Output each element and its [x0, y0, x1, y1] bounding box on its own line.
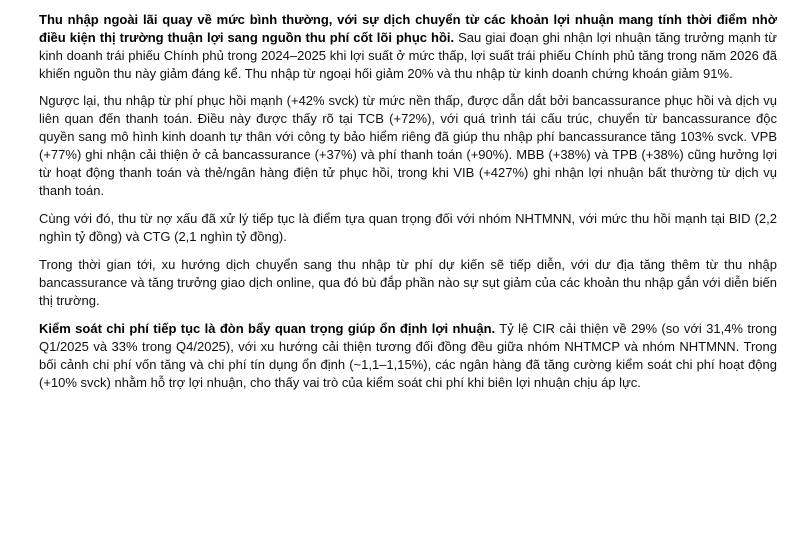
paragraph-text: Trong thời gian tới, xu hướng dịch chuyển sang thu nhập từ phí dự kiến sẽ tiếp diễn, với dư địa tăng thêm từ thu nhập bancassurance và tăng trưởng giao dịch online, qua đó bù đắp phần nào sự sụt giảm của các khoản thu nhập gắn với diễn biến thị trường.: [39, 257, 777, 308]
paragraph-heading: Kiểm soát chi phí tiếp tục là đòn bẩy quan trọng giúp ổn định lợi nhuận.: [39, 321, 496, 336]
paragraph-cost-control: [39, 320, 777, 392]
paragraph-non-interest-income: [39, 11, 777, 83]
paragraph-outlook: [39, 256, 777, 310]
paragraph-bad-debt-recovery: [39, 210, 777, 246]
paragraph-text: Ngược lại, thu nhập từ phí phục hồi mạnh (+42% svck) từ mức nền thấp, được dẫn dắt bởi bancassurance phục hồi và dịch vụ liên quan đến thanh toán. Điều này được thấy rõ tại TCB (+72%), với quá trình tái cấu trúc, chuyển từ bancassurance độc quyền sang mô hình kinh doanh tự thân với công ty bảo hiểm riêng đã giúp thu nhập phí bancassurance tăng 103% svck. VPB (+77%) ghi nhận cải thiện ở cả bancassurance (+37%) và phí thanh toán (+90%). MBB (+38%) và TPB (+38%) cũng hưởng lợi từ hoạt động thanh toán và thẻ/ngân hàng điện tử phục hồi, trong khi VIB (+427%) ghi nhận lợi nhuận bất thường từ dịch vụ thanh toán.: [39, 93, 777, 198]
paragraph-fee-income: [39, 92, 777, 200]
paragraph-text: Tỷ lệ CIR cải thiện về 29% (so với 31,4% trong Q1/2025 và 33% trong Q4/2025), với xu hướng cải thiện tương đối đồng đều giữa nhóm NHTMCP và nhóm NHTMNN. Trong bối cảnh chi phí vốn tăng và chi phí tín dụng ổn định (~1,1–1,15%), các ngân hàng đã tăng cường kiểm soát chi phí hoạt động (+10% svck) nhằm hỗ trợ lợi nhuận, cho thấy vai trò của kiểm soát chi phí khi biên lợi nhuận chịu áp lực.: [39, 321, 777, 390]
paragraph-text: Cùng với đó, thu từ nợ xấu đã xử lý tiếp tục là điểm tựa quan trọng đối với nhóm NHTMNN, với mức thu hồi mạnh tại BID (2,2 nghìn tỷ đồng) và CTG (2,1 nghìn tỷ đồng).: [39, 211, 777, 244]
paragraph-heading: Thu nhập ngoài lãi quay về mức bình thường, với sự dịch chuyển từ các khoản lợi nhuận mang tính thời điểm nhờ điều kiện thị trường thuận lợi sang nguồn thu phí cốt lõi phục hồi.: [39, 12, 777, 45]
document-body: [39, 11, 777, 402]
paragraph-text: Sau giai đoạn ghi nhận lợi nhuận tăng trưởng mạnh từ kinh doanh trái phiếu Chính phủ trong 2024–2025 khi lợi suất ở mức thấp, lợi suất trái phiếu Chính phủ tăng trong năm 2026 đã khiến nguồn thu này giảm đáng kể. Thu nhập từ ngoại hối giảm 20% và thu nhập từ kinh doanh chứng khoán giảm 91%.: [39, 30, 777, 81]
